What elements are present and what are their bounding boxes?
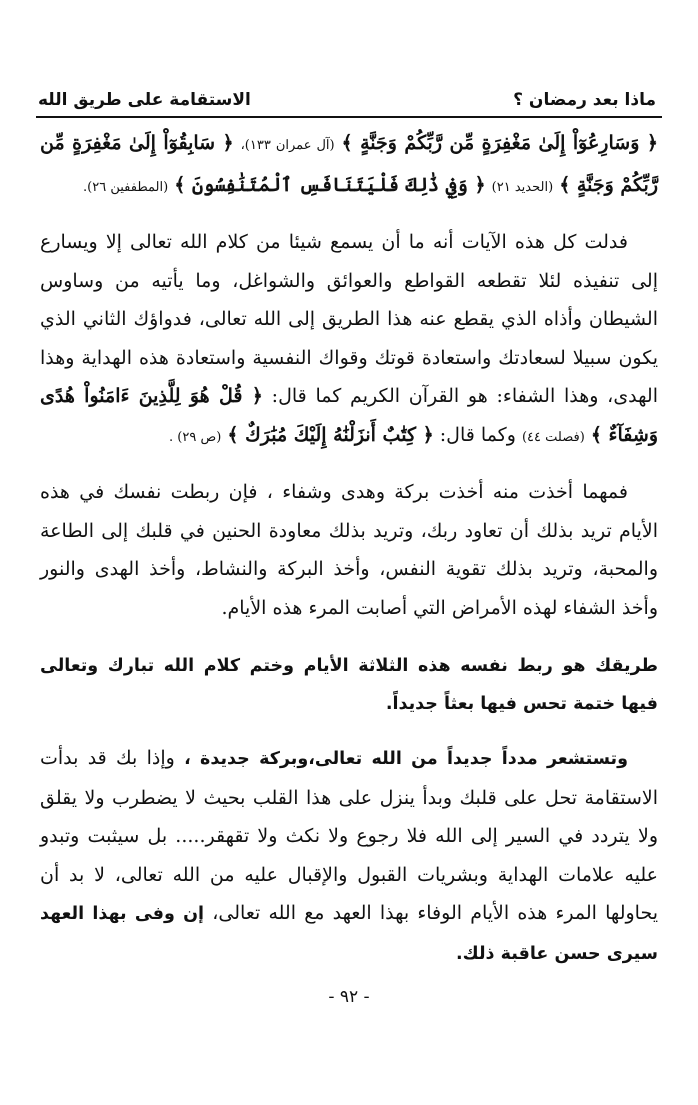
verse-reference: (الحديد ٢١) bbox=[491, 179, 554, 195]
paragraph-text: فدلت كل هذه الآيات أنه ما أن يسمع شيئا من كلام الله تعالى إلا ويسارع إلى تنفيذه لئلا تقطعه القواطع والعوائق والشواغل، وما يأتيه من وساوس الشيطان وأذاه الذي يقطع عنه هذا الطريق إلى الله تعالى، فدواؤك الثاني الذي يكون سبيلا لسعادتك واستعادة قوتك وقواك النفسية واستعادة هذه الهداية وهذا الهدى، وهذا الشفاء: هو القرآن الكريم كما قال: bbox=[40, 231, 658, 407]
bold-phrase: وتستشعر مدداً جديداً من الله تعالى،وبركة جديدة ، bbox=[184, 749, 628, 769]
paragraph-bold-path bbox=[40, 647, 658, 723]
verse-reference: (المطففين ٢٦). bbox=[83, 179, 169, 195]
running-header bbox=[38, 86, 656, 114]
header-book-title: ماذا بعد رمضان ؟ bbox=[513, 90, 656, 110]
quran-verse: ﴿ وَفِي ذَٰلِكَ فَلْيَتَنَافَسِ ٱلْمُتَنَٰفِسُونَ ﴾ bbox=[174, 173, 486, 196]
paragraph-verses-meaning bbox=[40, 223, 658, 457]
page-number: - ٩٢ - bbox=[328, 987, 370, 1007]
paragraph-steadfastness bbox=[40, 739, 658, 973]
paragraph-blessing bbox=[40, 473, 658, 627]
quran-verse: ﴿ سَابِقُوٓاْ إِلَىٰ مَغْفِرَةٍ مِّن رَّبِّكُمْ وَجَنَّةٍ ﴾ bbox=[40, 132, 658, 196]
header-divider bbox=[36, 116, 662, 118]
quran-verse: ﴿ وَسَارِعُوٓاْ إِلَىٰ مَغْفِرَةٍ مِّن رَّبِّكُمْ وَجَنَّةٍ ﴾ bbox=[341, 132, 658, 154]
verse-reference: (ص ٢٩) . bbox=[169, 429, 222, 445]
paragraph-text: وكما قال: bbox=[439, 423, 516, 446]
header-chapter-title: الاستقامة على طريق الله bbox=[38, 90, 251, 110]
paragraph-quran-verses bbox=[40, 124, 658, 207]
paragraph-text: فمهما أخذت منه أخذت بركة وهدى وشفاء ، فإن ربطت نفسك في هذه الأيام تريد بذلك أن تعاود ربك، وتريد بذلك معاودة الحنين في قلبك إلى الطاعة والمحبة، وتريد بذلك تقوية النفس، وأخذ البركة والنشاط، وأخذ الهدى والنور وأخذ الشفاء لهذه الأمراض التي أصابت المرء هذه الأيام. bbox=[40, 481, 658, 619]
paragraph-text: وإذا بك قد بدأت الاستقامة تحل على قلبك وبدأ ينزل على هذا القلب بحيث لا يضطرب ولا يقلق ولا يتردد في السير إلى الله فلا رجوع ولا نكث ولا تقهقر..... بل سيثبت وتبدو عليه علامات الهداية وبشريات القبول والإقبال عليه من الله تعالى، لا بد أن يحاولها المرء هذه الأيام الوفاء بهذا العهد مع الله تعالى، bbox=[40, 747, 658, 924]
page-body bbox=[40, 124, 658, 973]
bold-phrase: إن وفى بهذا العهد سيرى حسن عاقبة ذلك. bbox=[40, 904, 658, 964]
quran-verse: ﴿ كِتَٰبٌ أَنزَلْنَٰهُ إِلَيْكَ مُبَٰرَكٌ ﴾ bbox=[227, 423, 434, 446]
verse-reference: (آل عمران ١٣٣)، bbox=[240, 138, 335, 153]
verse-reference: (فصلت ٤٤) bbox=[521, 429, 585, 445]
paragraph-text: طريقك هو ربط نفسه هذه الثلاثة الأيام وختم كلام الله تبارك وتعالى فيها ختمة تحس فيها بعثاً جديداً. bbox=[40, 656, 658, 714]
quran-verse: ﴿ قُلْ هُوَ لِلَّذِينَ ءَامَنُواْ هُدًى وَشِفَآءٌ ﴾ bbox=[40, 385, 658, 446]
